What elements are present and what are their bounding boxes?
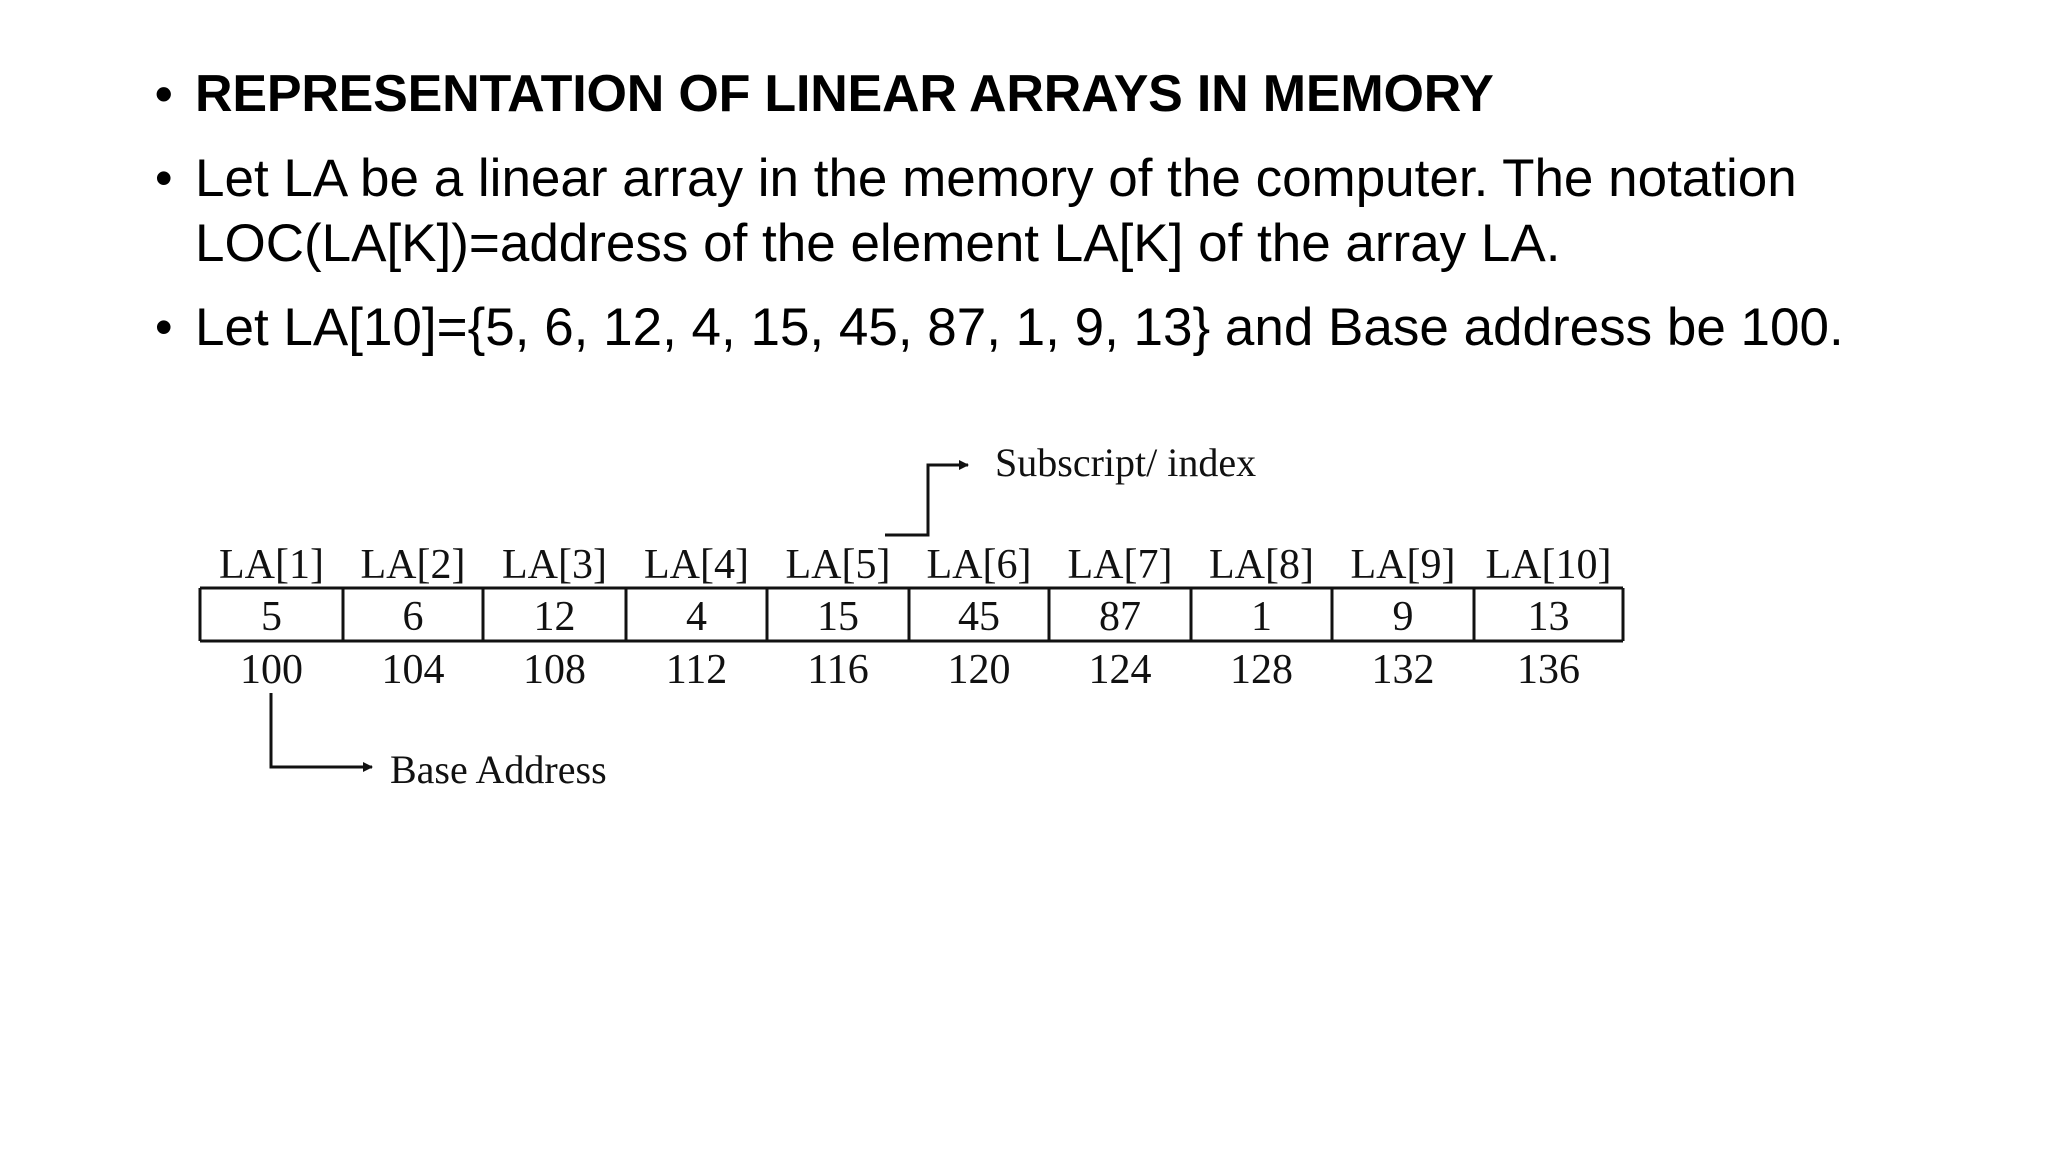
value-cell: 4	[686, 594, 707, 640]
address-label: 104	[381, 647, 445, 693]
value-cell: 12	[533, 594, 576, 640]
value-cell: 45	[958, 594, 1000, 640]
value-cell: 13	[1527, 594, 1570, 640]
index-label: LA[3]	[502, 542, 607, 588]
address-label: 120	[947, 647, 1011, 693]
base-address-arrow	[271, 693, 372, 767]
address-label: 108	[523, 647, 586, 693]
bullet-dot: •	[155, 150, 173, 206]
value-cell: 87	[1099, 594, 1141, 640]
base-address-label: Base Address	[390, 747, 607, 792]
address-label: 128	[1230, 647, 1293, 693]
address-label: 136	[1517, 647, 1580, 693]
index-label: LA[5]	[785, 542, 891, 588]
value-cell: 6	[402, 594, 424, 640]
example-text: Let LA[10]={5, 6, 12, 4, 15, 45, 87, 1, 9, 13} and Base address be 100.	[195, 298, 1844, 357]
index-label: LA[7]	[1067, 542, 1173, 588]
index-label: LA[2]	[360, 542, 466, 588]
address-label: 112	[665, 647, 728, 693]
subscript-arrow	[885, 465, 968, 535]
value-cell-row	[200, 588, 1623, 641]
subscript-label: Subscript/ index	[995, 440, 1257, 485]
bullet-dot: •	[155, 66, 173, 122]
index-row	[219, 542, 1611, 588]
index-label: LA[6]	[926, 542, 1032, 588]
value-cell: 5	[261, 594, 282, 640]
address-label: 124	[1088, 647, 1152, 693]
definition-text: Let LA be a linear array in the memory of the computer. The notation LOC(LA[K])=address of the element LA[K] of the array LA.	[195, 149, 1797, 273]
index-label: LA[8]	[1209, 542, 1314, 588]
value-cell: 15	[817, 594, 859, 640]
address-label: 116	[807, 647, 869, 693]
index-label: LA[1]	[219, 542, 324, 588]
index-label: LA[4]	[644, 542, 749, 588]
value-cell: 1	[1251, 594, 1272, 640]
index-label: LA[10]	[1485, 542, 1612, 588]
heading-text: REPRESENTATION OF LINEAR ARRAYS IN MEMORY	[195, 65, 1494, 123]
address-label: 132	[1371, 647, 1435, 693]
address-row	[240, 647, 1580, 693]
bullet-dot: •	[155, 299, 173, 355]
value-cell: 9	[1392, 594, 1414, 640]
index-label: LA[9]	[1350, 542, 1456, 588]
address-label: 100	[240, 647, 303, 693]
